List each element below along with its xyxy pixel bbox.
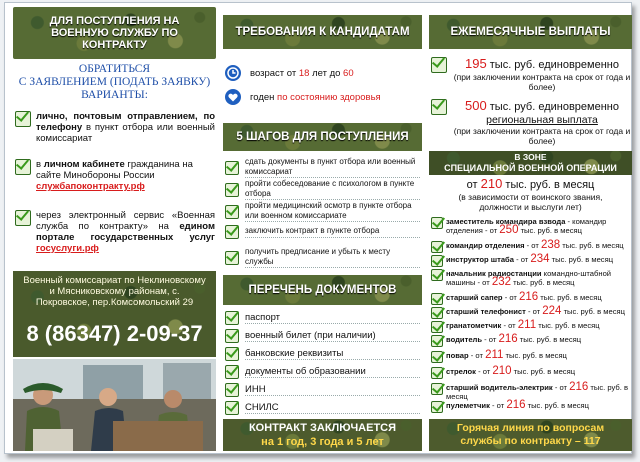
monthly-pay-label: тыс. руб. в месяц bbox=[502, 179, 595, 191]
step-text: сдать документы в пункт отбора или военный комиссариат bbox=[245, 157, 420, 178]
position-unit: тыс. руб. в месяц bbox=[525, 401, 589, 410]
commissariat-address: Военный комиссариат по Неклиновскому и Мясниковскому районам, с. Покровское, пер.Комсомольский 29 bbox=[23, 275, 206, 308]
checkbox-icon bbox=[431, 321, 443, 333]
position-unit: тыс. руб. в месяц bbox=[536, 321, 600, 330]
position-title: гранатометчик bbox=[446, 321, 502, 330]
checkbox-icon bbox=[431, 335, 443, 347]
heart-pulse-icon bbox=[225, 89, 241, 105]
payment-one-time-note: (при заключении контракта на срок от года и более) bbox=[453, 72, 631, 92]
payment-regional bbox=[431, 99, 632, 146]
payments-header bbox=[429, 15, 632, 49]
payment-one-time-text bbox=[452, 57, 632, 92]
checkbox-icon bbox=[225, 251, 239, 265]
contract-term-title: КОНТРАКТ ЗАКЛЮЧАЕТСЯ bbox=[248, 422, 397, 434]
gosuslugi-link[interactable]: госуслуги.рф bbox=[36, 243, 99, 254]
age-pre: возраст от bbox=[250, 67, 299, 79]
position-item bbox=[431, 351, 632, 363]
position-item bbox=[431, 269, 632, 287]
checkbox-icon bbox=[15, 111, 31, 127]
position-text bbox=[446, 335, 630, 344]
apply-option-1-text bbox=[36, 111, 215, 144]
requirement-health-text bbox=[250, 92, 381, 103]
apply-option-3-bold: едином портале государственных услуг bbox=[36, 221, 215, 243]
position-mid: - от bbox=[552, 383, 570, 392]
apply-option-2 bbox=[15, 159, 215, 192]
position-text bbox=[446, 255, 630, 264]
requirements-header bbox=[223, 15, 422, 49]
payment-regional-sub: региональная выплата bbox=[486, 114, 598, 126]
age-mid: лет до bbox=[309, 67, 344, 79]
position-item bbox=[431, 335, 632, 347]
recruitment-photo-scene bbox=[13, 359, 216, 451]
checkbox-icon bbox=[225, 205, 239, 219]
document-text: документы об образовании bbox=[245, 366, 420, 378]
checkbox-icon bbox=[431, 99, 447, 115]
checkbox-icon bbox=[431, 57, 447, 73]
position-text bbox=[446, 383, 630, 401]
position-mid: - от bbox=[475, 367, 493, 376]
step-text: получить предписание и убыть к месту службы bbox=[245, 247, 420, 268]
position-mid: - от bbox=[482, 335, 499, 344]
documents-header bbox=[223, 275, 422, 305]
payment-regional-amount: 500 bbox=[464, 98, 487, 113]
step-text: заключить контракт в пункте отбора bbox=[245, 226, 420, 238]
step-text: пройти собеседование с психологом в пункте отбора bbox=[245, 179, 420, 200]
age-to: 60 bbox=[343, 67, 354, 79]
column-payments bbox=[429, 7, 632, 451]
phone-number[interactable]: 8 (86347) 2-09-37 bbox=[26, 321, 203, 346]
step-item bbox=[225, 225, 422, 239]
payment-one-time bbox=[431, 57, 632, 92]
position-item bbox=[431, 321, 632, 333]
position-title: инструктор штаба bbox=[446, 255, 514, 264]
step-item bbox=[225, 201, 422, 222]
apply-option-3-text bbox=[36, 210, 215, 254]
checkbox-icon bbox=[225, 347, 239, 361]
document-text: банковские реквизиты bbox=[245, 348, 420, 360]
apply-option-1-rest: в пункт отбора или военный комиссариат bbox=[36, 122, 215, 144]
position-text bbox=[446, 321, 630, 330]
document-item bbox=[225, 365, 422, 379]
apply-option-2-text bbox=[36, 159, 215, 192]
position-unit: тыс. руб. в месяц bbox=[561, 307, 625, 316]
position-amount: 211 bbox=[517, 319, 537, 331]
position-unit: тыс. руб. в месяц bbox=[518, 226, 582, 235]
position-mid: - от bbox=[513, 255, 531, 264]
position-mid: - от bbox=[468, 351, 486, 360]
steps-header bbox=[223, 123, 422, 151]
requirement-age-text bbox=[250, 68, 354, 79]
apply-option-2-rest: гражданина на сайте Минобороны России bbox=[36, 159, 193, 181]
apply-intro bbox=[13, 63, 216, 102]
checkbox-icon bbox=[431, 307, 443, 319]
checkbox-icon bbox=[431, 401, 443, 413]
position-text bbox=[446, 351, 630, 360]
position-item bbox=[431, 307, 632, 319]
contact-block bbox=[13, 271, 216, 357]
checkbox-icon bbox=[225, 311, 239, 325]
payments-header-title: ЕЖЕМЕСЯЧНЫЕ ВЫПЛАТЫ bbox=[450, 26, 611, 38]
position-mid: - от bbox=[489, 401, 507, 410]
checkbox-icon bbox=[431, 351, 443, 363]
payment-regional-text bbox=[452, 99, 632, 146]
apply-option-1-bold: лично, почтовым отправлением, по телефону bbox=[36, 111, 215, 133]
position-unit: тыс. руб. в месяц bbox=[517, 335, 582, 344]
position-text bbox=[446, 307, 630, 316]
position-item bbox=[431, 217, 632, 235]
position-text bbox=[446, 401, 630, 410]
apply-option-2-bold: личном кабинете bbox=[43, 159, 125, 170]
position-mid: - от bbox=[524, 241, 541, 250]
position-item bbox=[431, 383, 632, 401]
documents-header-title: ПЕРЕЧЕНЬ ДОКУМЕНТОВ bbox=[248, 284, 397, 296]
position-amount: 224 bbox=[542, 305, 562, 317]
requirements-header-title: ТРЕБОВАНИЯ К КАНДИДАТАМ bbox=[235, 26, 410, 38]
document-item bbox=[225, 329, 422, 343]
position-title: старший сапер bbox=[446, 293, 503, 302]
position-amount: 216 bbox=[498, 333, 518, 345]
payment-regional-note: (при заключении контракта на срок от года и более) bbox=[453, 126, 631, 146]
position-amount: 210 bbox=[492, 365, 512, 377]
position-amount: 234 bbox=[530, 253, 550, 265]
document-item bbox=[225, 311, 422, 325]
position-unit: тыс. руб. в месяц bbox=[560, 241, 624, 250]
column-requirements bbox=[223, 7, 422, 451]
monthly-pay bbox=[429, 177, 632, 212]
checkbox-icon bbox=[431, 255, 443, 267]
document-item bbox=[225, 401, 422, 415]
hotline-block bbox=[429, 419, 632, 451]
requirement-age bbox=[225, 65, 354, 81]
position-mid: - от bbox=[502, 293, 519, 302]
position-amount: 232 bbox=[491, 276, 512, 288]
apply-intro-line1: ОБРАТИТЬСЯ bbox=[78, 63, 151, 75]
leaflet bbox=[4, 2, 632, 454]
monthly-pay-pre: от bbox=[466, 179, 481, 191]
apply-option-2-pre: в bbox=[36, 159, 44, 170]
step-item bbox=[225, 179, 422, 200]
contract-term bbox=[223, 419, 422, 451]
checkbox-icon bbox=[431, 241, 443, 253]
position-unit: тыс. руб. в месяц bbox=[549, 255, 614, 264]
apply-intro-line2: С ЗАЯВЛЕНИЕМ (ПОДАТЬ ЗАЯВКУ) bbox=[18, 76, 211, 88]
position-unit: тыс. руб. в месяц bbox=[446, 383, 628, 401]
position-text bbox=[446, 293, 630, 302]
checkbox-icon bbox=[225, 329, 239, 343]
checkbox-icon bbox=[225, 161, 239, 175]
position-item bbox=[431, 241, 632, 253]
zone-banner-line1: В ЗОНЕ bbox=[514, 152, 547, 162]
apply-intro-line3: ВАРИАНТЫ: bbox=[81, 89, 148, 101]
position-text bbox=[446, 269, 630, 287]
checkbox-icon bbox=[15, 210, 31, 226]
checkbox-icon bbox=[431, 383, 443, 395]
step-item bbox=[225, 157, 422, 178]
contract-term-durations: на 1 год, 3 года и 5 лет bbox=[261, 436, 384, 448]
document-text: СНИЛС bbox=[245, 402, 420, 414]
steps-header-title: 5 ШАГОВ ДЛЯ ПОСТУПЛЕНИЯ bbox=[236, 131, 409, 143]
position-text bbox=[446, 241, 630, 250]
position-item bbox=[431, 255, 632, 267]
position-unit: тыс. руб. в месяц bbox=[511, 278, 575, 287]
payment-one-time-label: тыс. руб. единовременно bbox=[486, 59, 619, 71]
position-unit: тыс. руб. в месяц bbox=[538, 293, 602, 302]
position-title: заместитель командира взвода bbox=[446, 217, 566, 226]
checkbox-icon bbox=[15, 159, 31, 175]
checkbox-icon bbox=[225, 183, 239, 197]
monthly-pay-amount: 210 bbox=[480, 176, 503, 191]
age-from: 18 bbox=[298, 67, 310, 79]
requirement-health bbox=[225, 89, 381, 105]
position-title: начальник радиостанции bbox=[446, 269, 542, 278]
position-title: водитель bbox=[446, 335, 483, 344]
position-mid: - от bbox=[525, 307, 543, 316]
position-amount: 216 bbox=[506, 399, 526, 411]
position-title: командир отделения bbox=[446, 241, 525, 250]
checkbox-icon bbox=[431, 269, 443, 281]
position-amount: 238 bbox=[540, 239, 561, 251]
document-item bbox=[225, 383, 422, 397]
step-text: пройти медицинский осмотр в пункте отбора или военном комиссариате bbox=[245, 201, 420, 222]
position-mid: - командир отделения - от bbox=[446, 217, 607, 235]
apply-option-3 bbox=[15, 210, 215, 254]
position-title: пулеметчик bbox=[446, 401, 490, 410]
mil-site-link[interactable]: службапоконтракту.рф bbox=[36, 181, 145, 192]
position-title: старший водитель-электрик bbox=[446, 383, 553, 392]
apply-option-3-pre: через электронный сервис «Военная служба по контракту» на bbox=[36, 210, 215, 232]
position-item bbox=[431, 293, 632, 305]
position-text bbox=[446, 367, 630, 376]
document-text: паспорт bbox=[245, 312, 420, 324]
payment-one-time-amount: 195 bbox=[464, 56, 487, 71]
document-text: ИНН bbox=[245, 384, 420, 396]
apply-header-title: ДЛЯ ПОСТУПЛЕНИЯ НА ВОЕННУЮ СЛУЖБУ ПО КОНТРАКТУ bbox=[49, 15, 180, 51]
position-item bbox=[431, 367, 632, 379]
position-unit: тыс. руб. в месяц bbox=[511, 367, 576, 376]
position-text bbox=[446, 217, 630, 235]
position-mid: командно-штабной машины - от bbox=[446, 269, 612, 287]
checkbox-icon bbox=[225, 365, 239, 379]
zone-banner-line2: СПЕЦИАЛЬНОЙ ВОЕННОЙ ОПЕРАЦИИ bbox=[444, 163, 617, 173]
apply-header bbox=[13, 7, 216, 59]
position-amount: 250 bbox=[499, 224, 519, 236]
hotline-text: Горячая линия по вопросам службы по контракту – 117 bbox=[456, 422, 605, 447]
position-amount: 211 bbox=[485, 349, 504, 361]
position-title: старший телефонист bbox=[446, 307, 526, 316]
step-item bbox=[225, 247, 422, 268]
checkbox-icon bbox=[431, 293, 443, 305]
health-red: по состоянию здоровья bbox=[277, 91, 381, 103]
checkbox-icon bbox=[225, 225, 239, 239]
clock-icon bbox=[225, 65, 241, 81]
checkbox-icon bbox=[225, 383, 239, 397]
document-text: военный билет (при наличии) bbox=[245, 330, 420, 342]
position-unit: тыс. руб. в месяц bbox=[503, 351, 567, 360]
position-amount: 216 bbox=[518, 291, 539, 303]
position-mid: - от bbox=[501, 321, 518, 330]
position-amount: 216 bbox=[569, 381, 589, 393]
position-item bbox=[431, 401, 632, 413]
checkbox-icon bbox=[431, 367, 443, 379]
payment-regional-label: тыс. руб. единовременно bbox=[486, 101, 619, 113]
position-title: повар bbox=[446, 351, 469, 360]
health-pre: годен bbox=[250, 91, 278, 103]
monthly-pay-note: (в зависимости от воинского звания, должности и выслуги лет) bbox=[458, 192, 603, 212]
column-apply bbox=[13, 7, 216, 451]
recruitment-photo bbox=[13, 359, 216, 451]
checkbox-icon bbox=[431, 217, 443, 229]
document-item bbox=[225, 347, 422, 361]
checkbox-icon bbox=[225, 401, 239, 415]
zone-banner bbox=[429, 151, 632, 175]
apply-option-1 bbox=[15, 111, 215, 144]
position-title: стрелок bbox=[446, 367, 476, 376]
